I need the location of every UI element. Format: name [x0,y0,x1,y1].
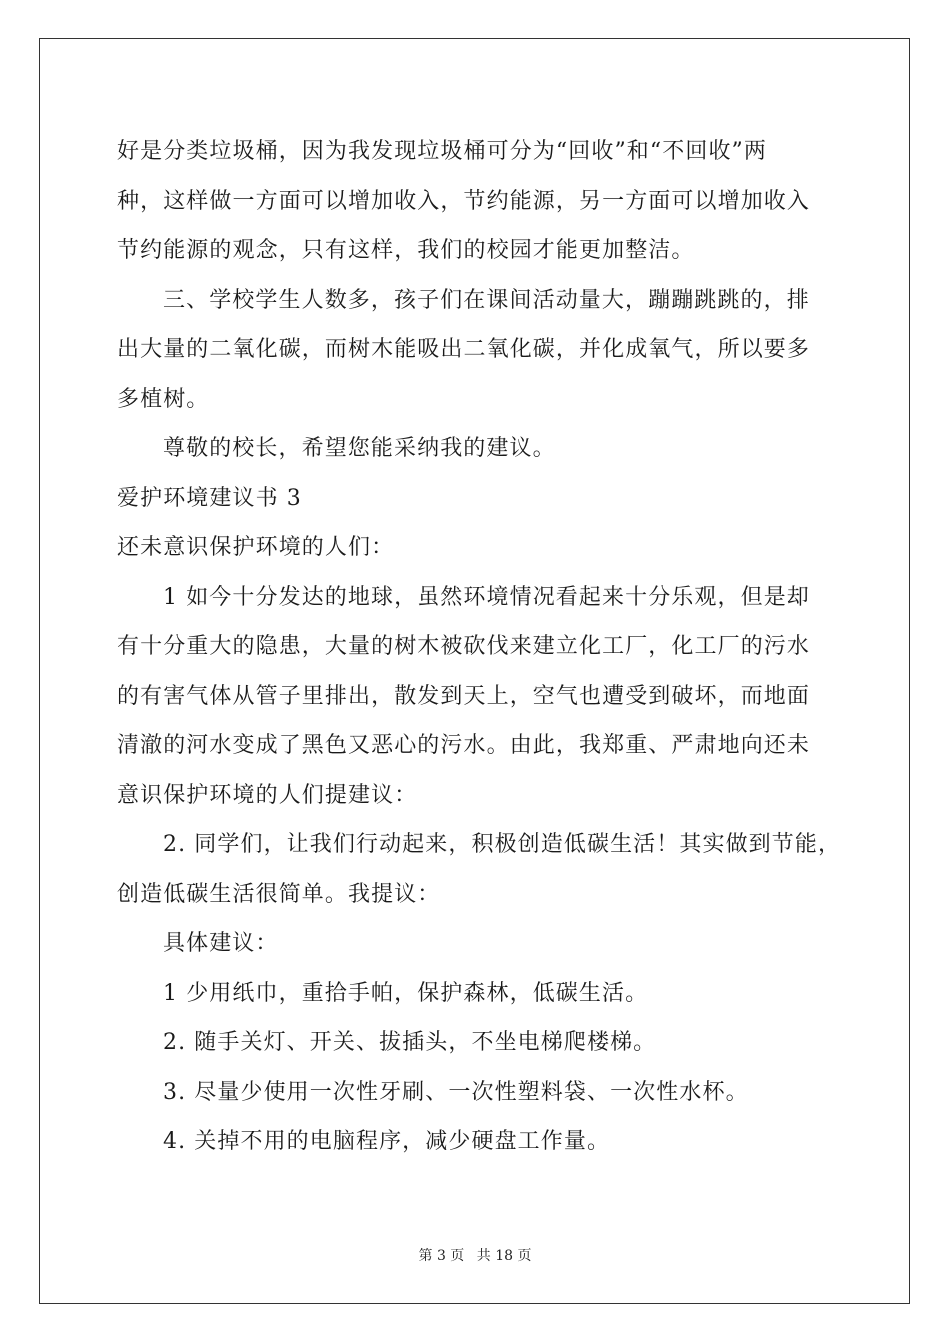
document-body [117,127,842,1167]
text-line: 出大量的二氧化碳，而树木能吸出二氧化碳，并化成氧气，所以要多 [117,337,811,362]
text-line: 1 如今十分发达的地球，虽然环境情况看起来十分乐观，但是却 [163,584,810,610]
text-line: 清澈的河水变成了黑色又恶心的污水。由此，我郑重、严肃地向还未 [117,733,811,758]
text-line: 2. 同学们，让我们行动起来，积极创造低碳生活！其实做到节能， [163,832,842,857]
text-line: 3. 尽量少使用一次性牙刷、一次性塑料袋、一次性水杯。 [163,1079,749,1105]
text-line: 还未意识保护环境的人们： [117,535,395,560]
text-line: 2. 随手关灯、开关、拔插头，不坐电梯爬楼梯。 [163,1030,657,1055]
text-line: 好是分类垃圾桶，因为我发现垃圾桶可分为“回收”和“不回收”两 [117,139,767,164]
page-footer [0,1246,950,1266]
text-line: 的有害气体从管子里排出，散发到天上，空气也遭受到破坏，而地面 [117,683,811,709]
text-line: 具体建议： [163,931,279,956]
text-line: 4. 关掉不用的电脑程序，减少硬盘工作量。 [163,1129,611,1154]
text-line: 尊敬的校长，希望您能采纳我的建议。 [163,436,556,461]
text-line: 有十分重大的隐患，大量的树木被砍伐来建立化工厂，化工厂的污水 [117,634,811,659]
text-line: 意识保护环境的人们提建议： [117,782,418,808]
text-line: 创造低碳生活很简单。我提议： [117,881,441,907]
text-line: 多植树。 [117,386,210,412]
page-number: 第 3 页 [418,1248,465,1264]
text-line: 节约能源的观念，只有这样，我们的校园才能更加整洁。 [117,238,695,263]
text-line: 种，这样做一方面可以增加收入，节约能源，另一方面可以增加收入 [117,188,811,214]
text-line: 爱护环境建议书 3 [117,485,302,511]
text-line: 三、学校学生人数多，孩子们在课间活动量大，蹦蹦跳跳的，排 [163,287,810,313]
text-line: 1 少用纸巾，重拾手帕，保护森林，低碳生活。 [163,980,649,1006]
page-total: 共 18 页 [476,1248,532,1264]
